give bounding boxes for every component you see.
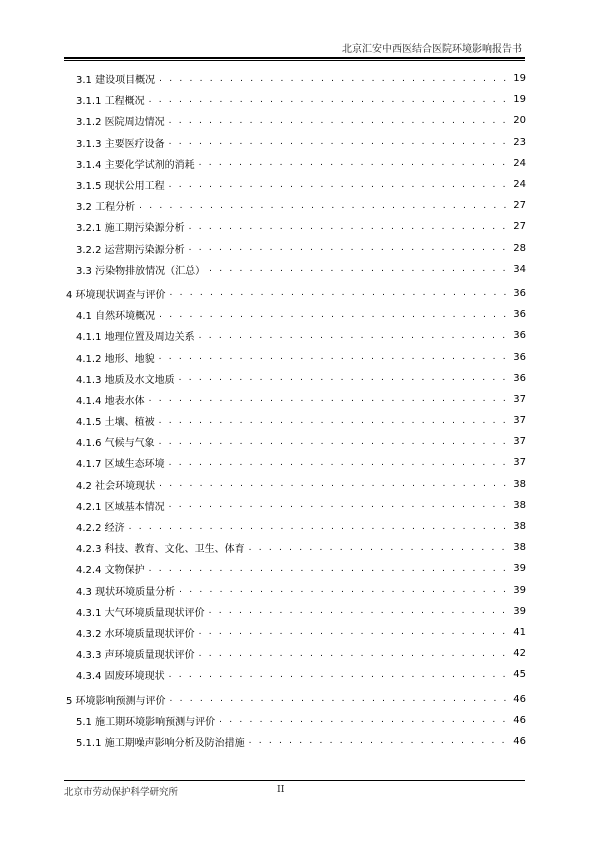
footer-page-number: II — [277, 784, 285, 795]
toc-entry-page: 37 — [513, 415, 526, 427]
toc-entry-page: 19 — [513, 73, 526, 85]
toc-entry[interactable] — [66, 452, 526, 473]
toc-entry-page: 36 — [513, 351, 526, 363]
toc-entry-page: 36 — [513, 309, 526, 321]
toc-dot-leader — [169, 180, 506, 190]
toc-entry-page: 36 — [513, 330, 526, 342]
toc-dot-leader — [159, 416, 506, 426]
toc-entry-page: 28 — [513, 242, 526, 254]
toc-entry-page: 27 — [513, 221, 526, 233]
toc-dot-leader — [179, 585, 506, 595]
toc-dot-leader — [139, 201, 506, 211]
toc-dot-leader — [159, 352, 506, 362]
toc-entry-title: 4.3.3 声环境质量现状评价 — [76, 650, 195, 662]
header-rule-secondary — [64, 60, 525, 61]
toc-dot-leader — [169, 137, 506, 147]
toc-entry-title: 3.2.2 运营期污染源分析 — [76, 244, 185, 256]
toc-dot-leader — [169, 500, 506, 510]
toc-entry[interactable] — [66, 195, 526, 216]
toc-entry-title: 3.1 建设项目概况 — [76, 75, 156, 87]
toc-dot-leader — [219, 715, 506, 725]
toc-dot-leader — [209, 606, 506, 616]
toc-entry-page: 46 — [513, 735, 526, 747]
toc-entry-title: 4.2.2 经济 — [76, 523, 125, 535]
toc-entry[interactable] — [66, 688, 526, 709]
toc-entry-page: 34 — [513, 263, 526, 275]
toc-dot-leader — [129, 522, 506, 532]
toc-entry-title: 5.1 施工期环境影响预测与评价 — [76, 716, 216, 728]
toc-dot-leader — [189, 243, 506, 253]
toc-dot-leader — [199, 331, 506, 341]
toc-entry-page: 45 — [513, 669, 526, 681]
toc-entry[interactable] — [66, 516, 526, 537]
toc-entry[interactable] — [66, 537, 526, 558]
toc-entry-title: 4.1.5 土壤、植被 — [76, 417, 155, 429]
toc-entry-title: 4.3.1 大气环境质量现状评价 — [76, 607, 205, 619]
toc-entry-title: 3.1.4 主要化学试剂的消耗 — [76, 159, 195, 171]
toc-entry-page: 38 — [513, 499, 526, 511]
table-of-contents — [66, 68, 526, 752]
toc-entry-title: 4.3.4 固废环境现状 — [76, 671, 165, 683]
toc-entry[interactable] — [66, 368, 526, 389]
toc-entry[interactable] — [66, 68, 526, 89]
toc-entry-title: 4.1.1 地理位置及周边关系 — [76, 332, 195, 344]
toc-dot-leader — [149, 394, 506, 404]
toc-entry-title: 3.1.5 现状公用工程 — [76, 181, 165, 193]
toc-entry-page: 38 — [513, 542, 526, 554]
toc-entry-page: 23 — [513, 136, 526, 148]
toc-entry[interactable] — [66, 474, 526, 495]
toc-entry[interactable] — [66, 731, 526, 752]
toc-entry-title: 3.1.1 工程概况 — [76, 96, 145, 108]
toc-entry[interactable] — [66, 664, 526, 685]
toc-entry[interactable] — [66, 89, 526, 110]
toc-entry[interactable] — [66, 389, 526, 410]
toc-entry[interactable] — [66, 558, 526, 579]
toc-entry[interactable] — [66, 174, 526, 195]
toc-entry-title: 4.1 自然环境概况 — [76, 311, 156, 323]
toc-entry[interactable] — [66, 622, 526, 643]
toc-entry-title: 3.2 工程分析 — [76, 202, 136, 214]
toc-dot-leader — [159, 74, 506, 84]
toc-entry[interactable] — [66, 643, 526, 664]
toc-entry-page: 36 — [513, 372, 526, 384]
toc-dot-leader — [209, 264, 506, 274]
toc-entry-page: 38 — [513, 478, 526, 490]
toc-dot-leader — [199, 158, 506, 168]
toc-dot-leader — [169, 670, 506, 680]
toc-entry[interactable] — [66, 325, 526, 346]
toc-entry-page: 37 — [513, 393, 526, 405]
toc-entry-page: 37 — [513, 457, 526, 469]
toc-entry-title: 4.2.3 科技、教育、文化、卫生、体育 — [76, 544, 245, 556]
toc-entry-title: 4.2.4 文物保护 — [76, 565, 145, 577]
toc-entry-title: 4.3.2 水环境质量现状评价 — [76, 628, 195, 640]
toc-entry-page: 39 — [513, 584, 526, 596]
toc-dot-leader — [179, 373, 506, 383]
toc-entry-page: 46 — [513, 693, 526, 705]
toc-entry-page: 20 — [513, 115, 526, 127]
toc-entry-title: 3.1.2 医院周边情况 — [76, 117, 165, 129]
toc-entry-title: 4.1.6 气候与气象 — [76, 438, 155, 450]
toc-entry-title: 4.1.7 区域生态环境 — [76, 459, 165, 471]
toc-entry[interactable] — [66, 216, 526, 237]
toc-entry-title: 4.1.4 地表水体 — [76, 395, 145, 407]
toc-entry-title: 4.2 社会环境现状 — [76, 480, 156, 492]
toc-entry-page: 39 — [513, 563, 526, 575]
toc-entry-page: 42 — [513, 648, 526, 660]
toc-dot-leader — [169, 116, 506, 126]
toc-dot-leader — [249, 736, 506, 746]
toc-dot-leader — [149, 95, 506, 105]
toc-entry[interactable] — [66, 110, 526, 131]
toc-dot-leader — [170, 694, 506, 704]
toc-entry-title: 5 环境影响预测与评价 — [66, 695, 166, 707]
toc-entry[interactable] — [66, 132, 526, 153]
toc-entry-page: 46 — [513, 714, 526, 726]
toc-entry[interactable] — [66, 580, 526, 601]
toc-dot-leader — [159, 310, 506, 320]
toc-entry[interactable] — [66, 153, 526, 174]
toc-entry[interactable] — [66, 259, 526, 280]
toc-entry-title: 4.1.3 地质及水文地质 — [76, 374, 175, 386]
toc-entry-page: 37 — [513, 436, 526, 448]
toc-entry-page: 27 — [513, 200, 526, 212]
toc-entry[interactable] — [66, 431, 526, 452]
toc-dot-leader — [199, 649, 506, 659]
toc-entry-page: 24 — [513, 157, 526, 169]
toc-entry[interactable] — [66, 710, 526, 731]
toc-entry[interactable] — [66, 304, 526, 325]
toc-entry-title: 4.2.1 区域基本情况 — [76, 501, 165, 513]
toc-entry-page: 41 — [513, 626, 526, 638]
toc-dot-leader — [199, 627, 506, 637]
toc-entry[interactable] — [66, 601, 526, 622]
header-rule — [64, 57, 525, 59]
toc-entry[interactable] — [66, 410, 526, 431]
running-header: 北京汇安中西医结合医院环境影响报告书 — [342, 44, 522, 55]
toc-entry[interactable] — [66, 283, 526, 304]
toc-entry-page: 39 — [513, 605, 526, 617]
toc-dot-leader — [169, 458, 506, 468]
toc-dot-leader — [159, 479, 506, 489]
toc-entry[interactable] — [66, 238, 526, 259]
toc-entry-title: 4 环境现状调查与评价 — [66, 289, 166, 301]
toc-entry-page: 36 — [513, 287, 526, 299]
footer-rule — [64, 780, 525, 781]
toc-dot-leader — [159, 437, 506, 447]
toc-dot-leader — [249, 543, 506, 553]
toc-entry-title: 3.1.3 主要医疗设备 — [76, 138, 165, 150]
toc-dot-leader — [149, 564, 506, 574]
toc-entry[interactable] — [66, 495, 526, 516]
toc-entry[interactable] — [66, 346, 526, 367]
toc-entry-page: 38 — [513, 521, 526, 533]
toc-entry-page: 19 — [513, 94, 526, 106]
toc-entry-title: 4.3 现状环境质量分析 — [76, 586, 176, 598]
toc-entry-title: 3.3 污染物排放情况（汇总） — [76, 265, 206, 277]
toc-dot-leader — [170, 288, 506, 298]
toc-dot-leader — [189, 222, 506, 232]
toc-entry-page: 24 — [513, 179, 526, 191]
toc-entry-title: 3.2.1 施工期污染源分析 — [76, 223, 185, 235]
toc-entry-title: 4.1.2 地形、地貌 — [76, 353, 155, 365]
footer-organization: 北京市劳动保护科学研究所 — [64, 787, 179, 798]
toc-entry-title: 5.1.1 施工期噪声影响分析及防治措施 — [76, 737, 245, 749]
